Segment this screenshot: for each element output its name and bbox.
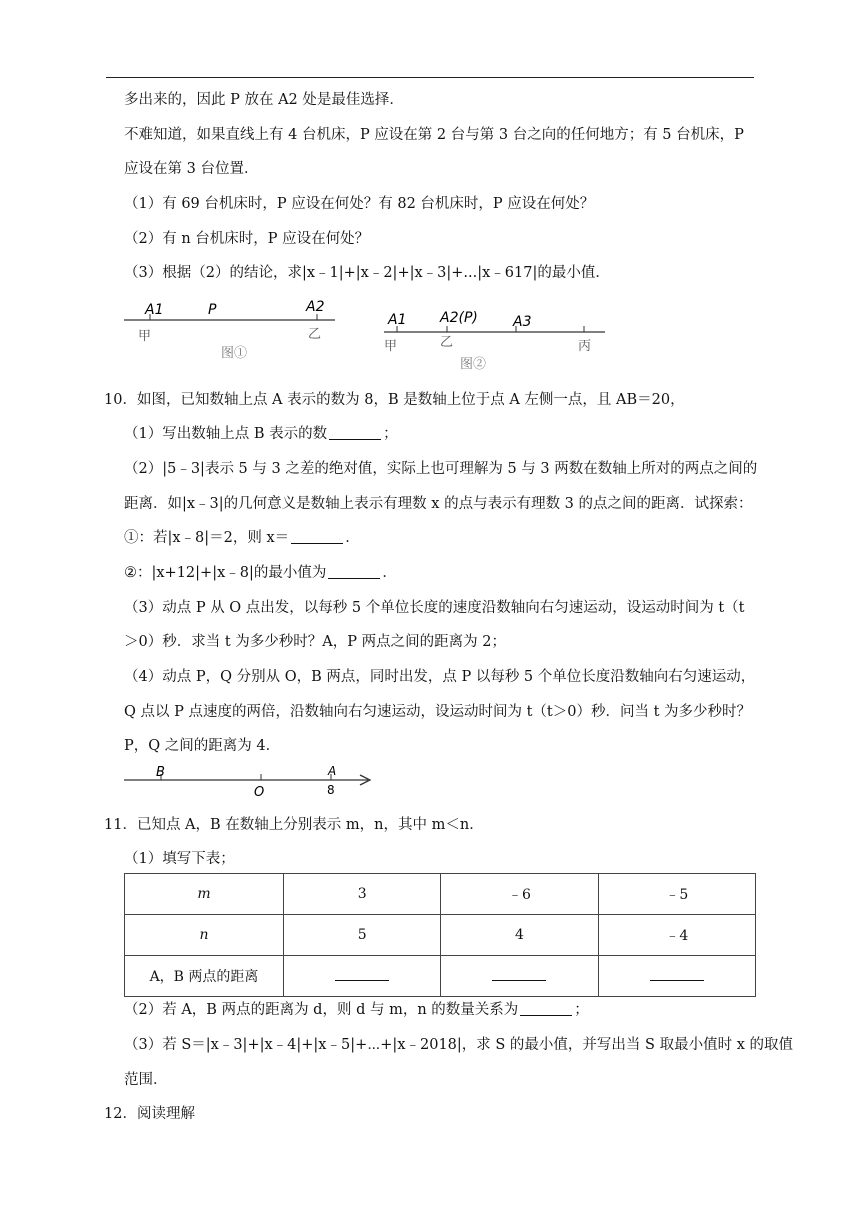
fig2-label-a1: A1 [388,312,407,328]
table-cell-blank [441,956,598,997]
answer-blank [291,529,343,544]
q11-part-1: （1）填写下表； [124,851,235,867]
q10-part-2-line-2: 距离．如|x﹣3|的几何意义是数轴上表示有理数 x 的点与表示有理数 3 的点之间的距离．试探索： [124,496,753,512]
table-row-head: A，B 两点的距离 [125,956,284,997]
q10-part-2-line-1: （2）|5﹣3|表示 5 与 3 之差的绝对值，实际上也可理解为 5 与 3 两数在数轴上所对的两点之间的 [124,461,758,477]
answer-blank [328,564,380,579]
question-11-stem: 11．已知点 A，B 在数轴上分别表示 m，n，其中 m＜n． [104,817,484,833]
table-row [125,915,756,956]
fig2-below-bing: 丙 [578,339,592,354]
question-10-stem: 10．如图，已知数轴上点 A 表示的数为 8，B 是数轴上位于点 A 左侧一点，且 AB＝20， [104,392,685,408]
q11-part-2-text: （2）若 A，B 两点的距离为 d，则 d 与 m，n 的数量关系为 [124,1002,519,1018]
fig2-caption: 图② [460,357,487,372]
punct: ． [382,565,397,581]
question-12-stem: 12．阅读理解 [104,1106,195,1122]
answer-blank [520,1001,572,1016]
answer-blank [335,968,389,981]
fig1-label-a2: A2 [306,299,325,315]
header-rule [106,77,754,78]
figure-2 [380,300,620,370]
sub-question-1: （1）有 69 台机床时，P 应设在何处？有 82 台机床时，P 应设在何处？ [124,196,595,212]
table-cell: ﹣6 [441,874,598,915]
punct: ； [574,1002,589,1018]
punct: ； [383,426,398,442]
q10-part-3-line-1: （3）动点 P 从 O 点出发，以每秒 5 个单位长度的速度沿数轴向右匀速运动，设运动时间为 t（t [124,600,745,616]
fig1-label-p: P [208,302,217,318]
answer-blank [492,968,546,981]
text-line: 多出来的，因此 P 放在 A2 处是最佳选择． [124,92,404,108]
table-row-head: m [125,874,284,915]
table-row [125,874,756,915]
q10-item-1-text: ①：若|x﹣8|＝2，则 x＝ [124,530,290,546]
number-line-figure [120,760,380,808]
q11-part-2 [124,1000,589,1020]
q10-part-4-line-1: （4）动点 P，Q 分别从 O，B 两点，同时出发，点 P 以每秒 5 个单位长度沿数轴向右匀速运动， [124,669,756,685]
paragraph-line: 不难知道，如果直线上有 4 台机床，P 应设在第 2 台与第 3 台之向的任何地方；有 5 台机床，P [124,127,744,143]
sub-question-3: （3）根据（2）的结论，求|x﹣1|+|x﹣2|+|x﹣3|+...|x﹣617|的最小值． [124,265,610,281]
q10-part-4-line-2: Q 点以 P 点速度的两倍，沿数轴向右匀速运动，设运动时间为 t（t＞0）秒．问当 t 为多少秒时？ [124,704,752,720]
table-cell: ﹣4 [598,915,755,956]
fig1-below-jia: 甲 [138,329,152,344]
label-b: B [156,765,165,780]
table-cell: 3 [284,874,441,915]
sub-question-2: （2）有 n 台机床时，P 应设在何处？ [124,231,370,247]
q10-part-1-text: （1）写出数轴上点 B 表示的数 [124,426,328,442]
answer-blank [650,968,704,981]
q10-item-1 [124,528,360,548]
fill-table [124,873,756,997]
q10-item-2 [124,563,397,583]
label-a: A [328,764,337,778]
label-o: O [254,785,265,800]
fig2-below-yi: 乙 [440,335,454,350]
paragraph-line: 应设在第 3 台位置． [124,161,259,177]
table-row-head: n [125,915,284,956]
table-cell: 5 [284,915,441,956]
table-cell: ﹣5 [598,874,755,915]
fig1-below-yi: 乙 [308,327,322,342]
fig1-label-a1: A1 [145,302,164,318]
table-cell: 4 [441,915,598,956]
q10-part-1 [124,424,398,444]
q10-item-2-text: ②：|x+12|+|x﹣8|的最小值为 [124,565,327,581]
q11-part-3-line-1: （3）若 S＝|x﹣3|+|x﹣4|+|x﹣5|+⋯+|x﹣2018|，求 S 的最小值，并写出当 S 取最小值时 x 的取值 [124,1037,793,1053]
table-row [125,956,756,997]
q11-part-3-line-2: 范围． [124,1072,168,1088]
punct: ． [345,530,360,546]
table-cell-blank [284,956,441,997]
answer-blank [329,425,381,440]
figure-1 [120,296,360,366]
label-a-value: 8 [327,783,335,797]
q10-part-3-line-2: ＞0）秒．求当 t 为多少秒时？A，P 两点之间的距离为 2； [124,634,506,650]
table-cell-blank [598,956,755,997]
q10-part-4-line-3: P，Q 之间的距离为 4． [124,738,281,754]
fig2-label-a3: A3 [513,314,532,330]
fig1-caption: 图① [221,346,248,361]
fig2-below-jia: 甲 [384,339,398,354]
fig2-label-a2p: A2(P) [440,310,478,326]
